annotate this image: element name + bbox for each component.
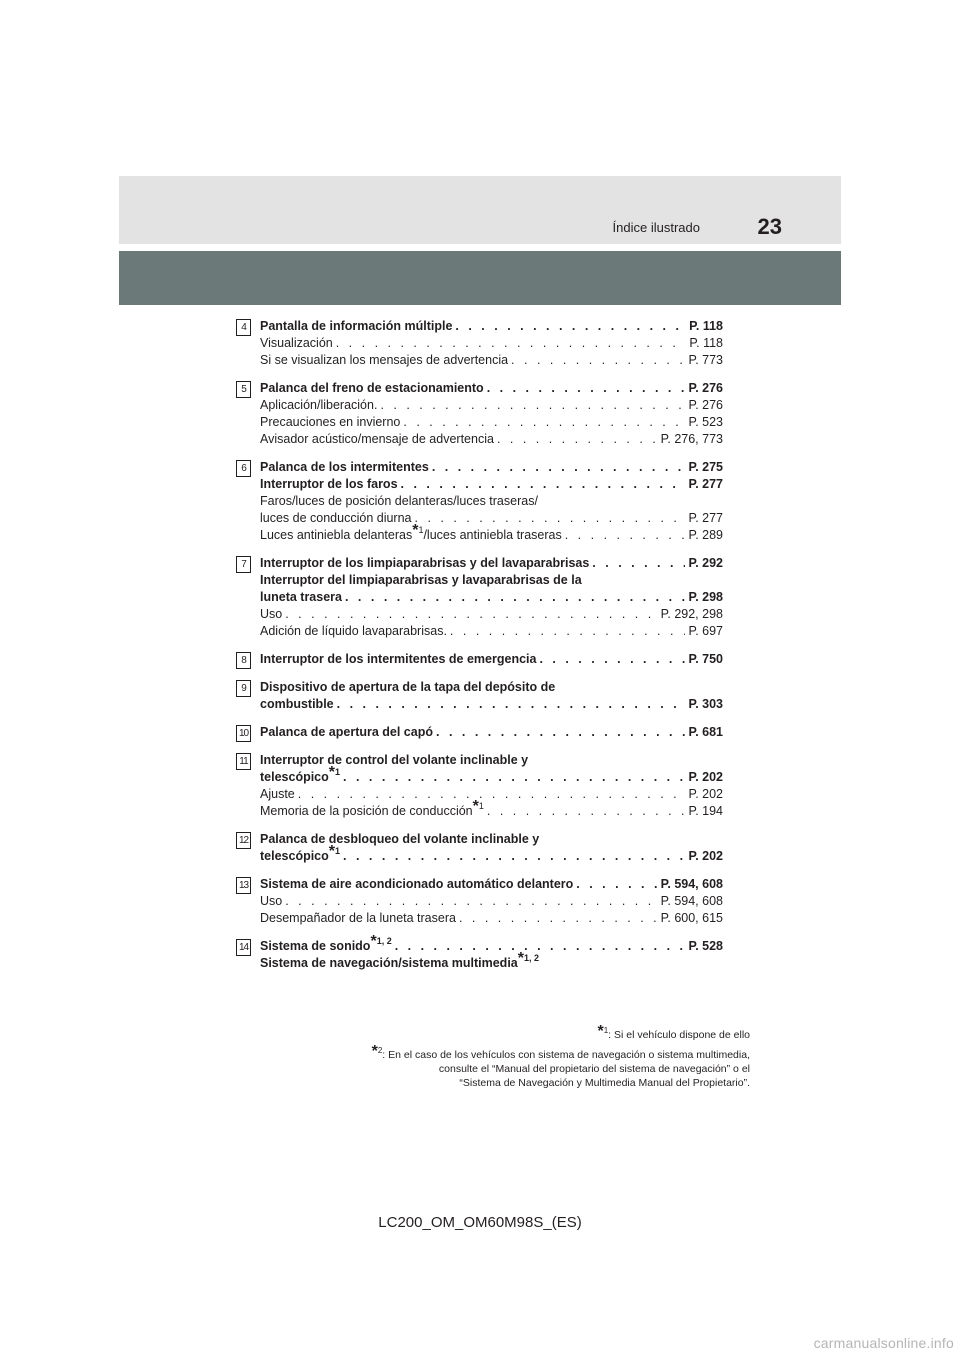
asterisk-icon: *	[472, 798, 479, 815]
page-number: 23	[757, 214, 782, 239]
dot-leader	[401, 476, 686, 493]
item-number-badge: 8	[236, 652, 251, 669]
entry-label	[260, 910, 456, 927]
footnotes	[300, 1023, 750, 1096]
footnote-ref: 1	[335, 846, 341, 856]
index-section	[236, 933, 723, 972]
index-entry	[260, 555, 723, 572]
entry-text: Pantalla de información múltiple	[260, 319, 453, 333]
entry-label	[260, 380, 484, 397]
footnote-1: *$^1$: Si el vehículo dispone de ello	[597, 1023, 750, 1041]
index-entry	[260, 893, 723, 910]
index-entry-heading	[260, 493, 723, 510]
index-section	[236, 876, 723, 927]
dot-leader	[343, 769, 685, 786]
dot-leader	[285, 893, 657, 910]
entry-label	[260, 318, 452, 335]
page-reference[interactable]: P. 118	[689, 336, 723, 350]
entry-label	[260, 893, 282, 910]
index-entry	[260, 933, 723, 955]
index-entry	[260, 397, 723, 414]
watermark: carmanualsonline.info	[813, 1335, 954, 1351]
item-number-badge: 4	[236, 319, 251, 336]
index-entry	[260, 414, 723, 431]
index-section	[236, 752, 723, 820]
footnote-2-mark: 2	[377, 1046, 383, 1055]
entry-text: Uso	[260, 894, 283, 908]
entry-text: Adición de líquido lavaparabrisas.	[260, 624, 447, 638]
dot-leader	[565, 527, 686, 544]
page-reference[interactable]: P. 681	[688, 725, 723, 739]
footnote-ref: 1	[335, 767, 341, 777]
asterisk-icon: *	[412, 522, 419, 539]
entry-text: luneta trasera	[260, 590, 342, 604]
page-reference[interactable]: P. 202	[688, 849, 723, 863]
index-section	[236, 724, 723, 741]
page-reference[interactable]: P. 276	[688, 398, 723, 412]
dot-leader	[432, 459, 686, 476]
index-entry	[260, 606, 723, 623]
footnote-2-line3: “Sistema de Navegación y Multimedia Manual del Propietario”.	[459, 1077, 750, 1089]
index-entry	[260, 318, 723, 335]
entry-label	[260, 522, 562, 544]
entry-text: Desempañador de la luneta trasera	[260, 911, 456, 925]
entry-label	[260, 397, 377, 414]
index-section	[236, 555, 723, 640]
page-reference[interactable]: P. 292	[688, 556, 723, 570]
dot-leader	[343, 848, 685, 865]
index-entry	[260, 724, 723, 741]
page-reference[interactable]: P. 202	[688, 770, 723, 784]
item-number-badge: 5	[236, 381, 251, 398]
index-entry	[260, 910, 723, 927]
entry-text: Precauciones en invierno	[260, 415, 401, 429]
index-entry-heading	[260, 572, 723, 589]
index-entry-heading	[260, 950, 723, 972]
index-entry	[260, 459, 723, 476]
page-reference[interactable]: P. 276, 773	[660, 432, 723, 446]
page-reference[interactable]: P. 773	[688, 353, 723, 367]
index-entry	[260, 510, 723, 527]
dot-leader	[450, 623, 686, 640]
entry-text: Palanca de los intermitentes	[260, 460, 429, 474]
entry-label	[260, 510, 412, 527]
entry-text: luces de conducción diurna	[260, 511, 412, 525]
entry-text: Ajuste	[260, 787, 295, 801]
page-reference[interactable]: P. 292, 298	[660, 607, 723, 621]
item-number-badge: 6	[236, 460, 251, 477]
dot-leader	[415, 510, 686, 527]
dot-leader	[539, 651, 685, 668]
dot-leader	[487, 803, 686, 820]
entry-label	[260, 843, 341, 865]
dot-leader	[298, 786, 686, 803]
entry-text: Si se visualizan los mensajes de advertencia	[260, 353, 509, 367]
index-section	[236, 831, 723, 865]
entry-label	[260, 589, 342, 606]
page-reference[interactable]: P. 528	[688, 939, 723, 953]
footnote-ref: 1, 2	[523, 953, 539, 963]
page-reference[interactable]: P. 594, 608	[660, 877, 723, 891]
index-entry	[260, 522, 723, 544]
asterisk-icon: *	[328, 843, 336, 860]
footnote-1-text: : Si el vehículo dispone de ello	[608, 1029, 750, 1041]
entry-text: Uso	[260, 607, 283, 621]
index-entry-heading	[260, 679, 723, 696]
entry-label	[260, 724, 433, 741]
entry-text: Palanca del freno de estacionamiento	[260, 381, 484, 395]
entry-label	[260, 352, 508, 369]
index-entry	[260, 843, 723, 865]
header-bar	[119, 251, 841, 305]
item-number-badge: 11	[236, 753, 251, 770]
item-number-badge: 9	[236, 680, 251, 697]
index-entry	[260, 431, 723, 448]
item-number-badge: 14	[236, 939, 251, 956]
item-number-badge: 10	[236, 725, 251, 742]
entry-label	[260, 414, 400, 431]
page-reference[interactable]: P. 523	[688, 415, 723, 429]
footnote-1-mark: 1	[603, 1026, 609, 1035]
page-reference[interactable]: P. 298	[688, 590, 723, 604]
index-entry	[260, 696, 723, 713]
asterisk-icon: *	[328, 764, 336, 781]
entry-text: Visualización	[260, 336, 333, 350]
entry-text: Interruptor de los intermitentes de emergencia	[260, 652, 537, 666]
entry-text: telescópico	[260, 849, 329, 863]
dot-leader	[336, 335, 687, 352]
dot-leader	[511, 352, 685, 369]
entry-text: Luces antiniebla delanteras	[260, 528, 413, 542]
footnote-ref: 1, 2	[376, 936, 392, 946]
dot-leader	[403, 414, 685, 431]
page-reference[interactable]: P. 600, 615	[660, 911, 723, 925]
index-section	[236, 380, 723, 448]
item-number-badge: 13	[236, 877, 251, 894]
entry-text: Sistema de navegación/sistema multimedia	[260, 956, 518, 970]
footnote-2: *$^2$: En el caso de los vehículos con sistema de navegación o sistema multimedia, consulte el “Manual del propietario del sistema de navegación” o el “Sistema de Navegación y Multimedia Manual del Propietario”.	[300, 1048, 750, 1090]
entry-text: Dispositivo de apertura de la tapa del depósito de	[260, 680, 556, 694]
footnote-ref: 1	[478, 801, 484, 811]
entry-label	[260, 876, 573, 893]
entry-text: Sistema de aire acondicionado automático delantero	[260, 877, 574, 891]
entry-text: Sistema de sonido	[260, 939, 371, 953]
entry-text: Interruptor de los faros	[260, 477, 398, 491]
footnote-ref: 1	[418, 525, 424, 535]
entry-label	[260, 933, 392, 955]
entry-text: Memoria de la posición de conducción	[260, 804, 473, 818]
dot-leader	[285, 606, 657, 623]
dot-leader	[487, 380, 686, 397]
index-section	[236, 318, 723, 369]
page-reference[interactable]: P. 277	[688, 477, 723, 491]
page-reference[interactable]: P. 277	[688, 511, 723, 525]
entry-label	[260, 606, 282, 623]
index-entry	[260, 380, 723, 397]
section-title: Índice ilustrado	[612, 220, 700, 235]
document-code: LC200_OM_OM60M98S_(ES)	[378, 1214, 582, 1231]
index-section	[236, 651, 723, 668]
page-reference[interactable]: P. 194	[688, 804, 723, 818]
dot-leader	[345, 589, 685, 606]
index-entry	[260, 876, 723, 893]
entry-label	[260, 476, 398, 493]
entry-label	[260, 459, 429, 476]
dot-leader	[497, 431, 658, 448]
page-reference[interactable]: P. 303	[688, 697, 723, 711]
entry-text: Palanca de desbloqueo del volante inclinable y	[260, 832, 540, 846]
index-section	[236, 459, 723, 544]
page-reference[interactable]: P. 594, 608	[660, 894, 723, 908]
index-entry	[260, 798, 723, 820]
asterisk-icon: *	[370, 933, 377, 950]
index-entry	[260, 476, 723, 493]
index-entry	[260, 623, 723, 640]
dot-leader	[592, 555, 685, 572]
index-entry	[260, 589, 723, 606]
index-section	[236, 679, 723, 713]
entry-text: Avisador acústico/mensaje de advertencia	[260, 432, 494, 446]
entry-label	[260, 786, 295, 803]
entry-label	[260, 335, 333, 352]
entry-text: Interruptor del limpiaparabrisas y lavaparabrisas de la	[260, 573, 582, 587]
dot-leader	[337, 696, 686, 713]
index-entry	[260, 352, 723, 369]
entry-text: Interruptor de los limpiaparabrisas y del lavaparabrisas	[260, 556, 590, 570]
page-reference[interactable]: P. 118	[689, 319, 723, 333]
entry-label	[260, 764, 341, 786]
entry-text: combustible	[260, 697, 334, 711]
index-list	[236, 318, 723, 983]
entry-text: Interruptor de control del volante inclinable y	[260, 753, 529, 767]
dot-leader	[395, 938, 686, 955]
page-reference[interactable]: P. 750	[688, 652, 723, 666]
page-reference[interactable]: P. 275	[688, 460, 723, 474]
footnote-2-line1: : En el caso de los vehículos con sistema de navegación o sistema multimedia,	[382, 1049, 750, 1061]
dot-leader	[455, 318, 686, 335]
entry-text: telescópico	[260, 770, 329, 784]
item-number-badge: 12	[236, 832, 251, 849]
entry-text: Faros/luces de posición delanteras/luces traseras/	[260, 494, 538, 508]
entry-label	[260, 623, 447, 640]
entry-label	[260, 555, 589, 572]
entry-text-continued: /luces antiniebla traseras	[423, 528, 562, 542]
entry-label	[260, 798, 484, 820]
page-reference[interactable]: P. 202	[688, 787, 723, 801]
item-number-badge: 7	[236, 556, 251, 573]
index-entry	[260, 651, 723, 668]
index-entry	[260, 786, 723, 803]
asterisk-icon: *	[517, 950, 524, 967]
index-entry	[260, 764, 723, 786]
dot-leader	[380, 397, 685, 414]
dot-leader	[576, 876, 657, 893]
page-reference[interactable]: P. 289	[688, 528, 723, 542]
page-reference[interactable]: P. 697	[688, 624, 723, 638]
entry-label	[260, 431, 494, 448]
page-reference[interactable]: P. 276	[688, 381, 723, 395]
dot-leader	[436, 724, 685, 741]
entry-label	[260, 651, 536, 668]
dot-leader	[459, 910, 658, 927]
index-entry	[260, 335, 723, 352]
footnote-2-line2: consulte el “Manual del propietario del sistema de navegación” o el	[438, 1063, 750, 1075]
entry-text: Aplicación/liberación.	[260, 398, 378, 412]
entry-text: Palanca de apertura del capó	[260, 725, 433, 739]
entry-label	[260, 696, 334, 713]
